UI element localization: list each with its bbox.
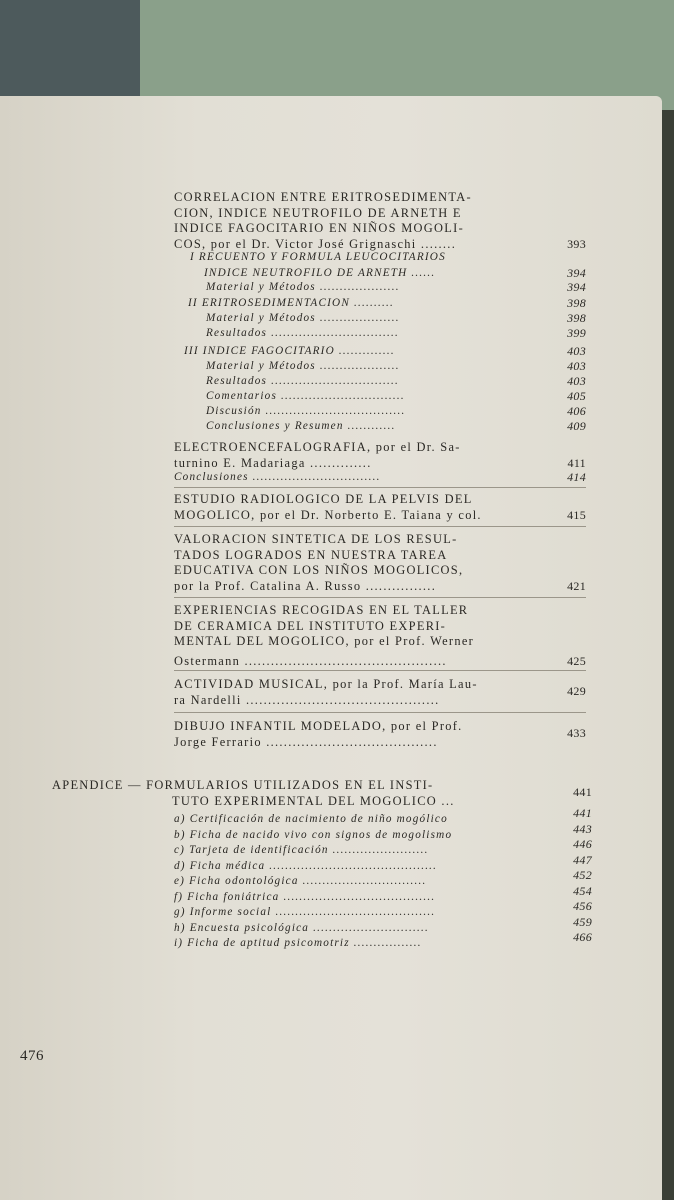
toc-line-text: Jorge Ferrario ....................................... [174, 734, 438, 749]
page-number: 405 [567, 389, 586, 403]
toc-line-text: Ostermann .............................................. [174, 653, 447, 668]
toc-line-text: turnino E. Madariaga .............. [174, 455, 372, 470]
toc-subsection-recuento [190, 250, 586, 281]
appendix-item [174, 868, 592, 890]
toc-line: ESTUDIO RADIOLOGICO DE LA PELVIS DEL [174, 492, 473, 506]
background-right [140, 0, 674, 110]
page-number: 394 [567, 265, 586, 280]
appendix-item [174, 821, 592, 844]
toc-item [206, 280, 586, 296]
page-number: 415 [567, 507, 586, 522]
toc-line [174, 654, 586, 670]
appendix-item [174, 883, 592, 906]
toc-line-text: h) Encuesta psicológica ............................. [174, 921, 430, 934]
divider [174, 712, 586, 713]
toc-line [188, 296, 586, 312]
page-number: 398 [567, 311, 586, 325]
toc-line: DIBUJO INFANTIL MODELADO, por el Prof. [174, 719, 463, 733]
toc-line: I RECUENTO Y FORMULA LEUCOCITARIOS [190, 251, 446, 263]
toc-line-text: COS, por el Dr. Victor José Grignaschi ........ [174, 236, 457, 251]
toc-entry-actividad-musical [174, 677, 586, 708]
toc-line-text: por la Prof. Catalina A. Russo ................ [174, 578, 437, 593]
toc-entry-estudio-radiologico [174, 492, 586, 523]
toc-line-text: INDICE NEUTROFILO DE ARNETH ...... [204, 266, 436, 279]
toc-line-text: Material y Métodos .................... [206, 312, 400, 324]
toc-line [206, 311, 586, 327]
toc-line: INDICE FAGOCITARIO EN NIÑOS MOGOLI- [174, 221, 465, 235]
toc-line: ELECTROENCEFALOGRAFIA, por el Dr. Sa- [174, 440, 461, 454]
toc-line [174, 456, 586, 472]
toc-line: APENDICE — FORMULARIOS UTILIZADOS EN EL INSTI- [52, 778, 434, 792]
toc-line-text: c) Tarjeta de identificación ........................ [174, 844, 429, 856]
toc-line-text: a) Certificación de nacimiento de niño mogólico [174, 813, 448, 825]
toc-item [206, 359, 586, 375]
toc-entry-electroencefalografia [174, 440, 586, 471]
page-number: 446 [573, 837, 592, 851]
toc-entry-dibujo-infantil [174, 719, 586, 750]
toc-line: ACTIVIDAD MUSICAL, por la Prof. María Lau- [174, 677, 478, 691]
page-number: 403 [567, 374, 586, 388]
page-number: 394 [567, 280, 586, 294]
toc-line: EXPERIENCIAS RECOGIDAS EN EL TALLER [174, 603, 469, 617]
page-number: 441 [573, 784, 592, 799]
toc-line-text: Resultados ................................ [206, 327, 399, 339]
divider [174, 670, 586, 671]
toc-line-text: Discusión ................................... [206, 405, 406, 417]
page-number: 398 [567, 296, 586, 310]
toc-item [206, 404, 586, 420]
toc-line [206, 359, 586, 375]
toc-line [206, 374, 586, 390]
toc-line [174, 579, 586, 595]
toc-line: CION, INDICE NEUTROFILO DE ARNETH E [174, 205, 462, 220]
toc-line-text: Conclusiones y Resumen ............ [206, 420, 396, 432]
toc-line [190, 266, 586, 282]
page-number: 421 [567, 578, 586, 593]
toc-item [174, 470, 586, 486]
appendix-list [174, 806, 592, 952]
toc-appendix-title [52, 778, 592, 809]
toc-line [206, 280, 586, 296]
divider [174, 597, 586, 598]
toc-subsection-eritro [188, 296, 586, 312]
page-number: 433 [567, 725, 586, 740]
toc-line-text: Comentarios ............................... [206, 390, 405, 402]
appendix-item [174, 930, 592, 952]
page-number: 443 [573, 821, 592, 836]
toc-line-text: Material y Métodos .................... [206, 281, 400, 293]
page-number: 452 [573, 868, 592, 882]
toc-line-text: g) Informe social ........................................ [174, 906, 436, 918]
appendix-item [174, 899, 592, 921]
toc-line: MENTAL DEL MOGOLICO, por el Prof. Werner [174, 634, 475, 648]
toc-line-text: Material y Métodos .................... [206, 360, 400, 372]
toc-item [206, 311, 586, 327]
toc-subsection-fagocitario [184, 344, 586, 360]
toc-line [184, 344, 586, 360]
toc-item [206, 326, 586, 342]
page-number: 414 [567, 470, 586, 484]
toc-line [206, 419, 586, 435]
appendix-item [174, 914, 592, 937]
toc-line-text: ra Nardelli ............................................ [174, 692, 440, 707]
toc-line-text: d) Ficha médica .......................................... [174, 859, 438, 872]
toc-item [206, 389, 586, 405]
page-number: 409 [567, 419, 586, 433]
page-edge [662, 110, 674, 1200]
toc-line [206, 389, 586, 405]
page-number: 399 [567, 326, 586, 340]
toc-line-text: III INDICE FAGOCITARIO .............. [184, 345, 395, 357]
toc-item [206, 419, 586, 435]
toc-entry-experiencias [174, 603, 586, 669]
divider [174, 487, 586, 488]
toc-line: TADOS LOGRADOS EN NUESTRA TAREA [174, 547, 448, 562]
toc-line [174, 470, 586, 486]
page-number: 406 [567, 404, 586, 418]
page-number: 393 [567, 236, 586, 251]
toc-line-text: Conclusiones ................................ [174, 471, 381, 483]
page-number: 411 [567, 455, 586, 470]
page-number: 459 [573, 914, 592, 929]
toc-line [206, 404, 586, 420]
background-left [0, 0, 140, 110]
toc-line [174, 508, 586, 524]
page-number: 466 [573, 930, 592, 944]
page-number: 454 [573, 883, 592, 898]
toc-line-text: b) Ficha de nacido vivo con signos de mogolismo [174, 828, 453, 841]
page-number: 456 [573, 899, 592, 913]
appendix-item [174, 837, 592, 859]
toc-line-text: e) Ficha odontológica ............................... [174, 875, 427, 887]
toc-item [206, 374, 586, 390]
folio-page-number: 476 [20, 1048, 44, 1064]
toc-line: CORRELACION ENTRE ERITROSEDIMENTA- [174, 190, 472, 204]
divider [174, 526, 586, 527]
page-number: 429 [567, 683, 586, 698]
page-number: 441 [573, 806, 592, 820]
appendix-item [174, 806, 592, 828]
page-number: 403 [567, 359, 586, 373]
toc-line-text: i) Ficha de aptitud psicomotriz ................. [174, 937, 422, 949]
toc-line-text: MOGOLICO, por el Dr. Norberto E. Taiana y col. [174, 507, 482, 522]
toc-line-text: Resultados ................................ [206, 375, 399, 387]
page-number: 403 [567, 344, 586, 358]
toc-line: EDUCATIVA CON LOS NIÑOS MOGOLICOS, [174, 563, 464, 577]
appendix-item [174, 852, 592, 875]
page-number: 447 [573, 852, 592, 867]
toc-entry-correlacion [174, 190, 586, 252]
toc-line-text: f) Ficha foniátrica ...................................... [174, 890, 436, 903]
toc-line-text: II ERITROSEDIMENTACION .......... [188, 297, 394, 309]
page-number: 425 [567, 653, 586, 668]
toc-entry-valoracion [174, 532, 586, 594]
toc-line [206, 326, 586, 342]
toc-line-text: TUTO EXPERIMENTAL DEL MOGOLICO ... [172, 793, 455, 808]
toc-line: DE CERAMICA DEL INSTITUTO EXPERI- [174, 618, 447, 633]
toc-line: VALORACION SINTETICA DE LOS RESUL- [174, 532, 458, 546]
